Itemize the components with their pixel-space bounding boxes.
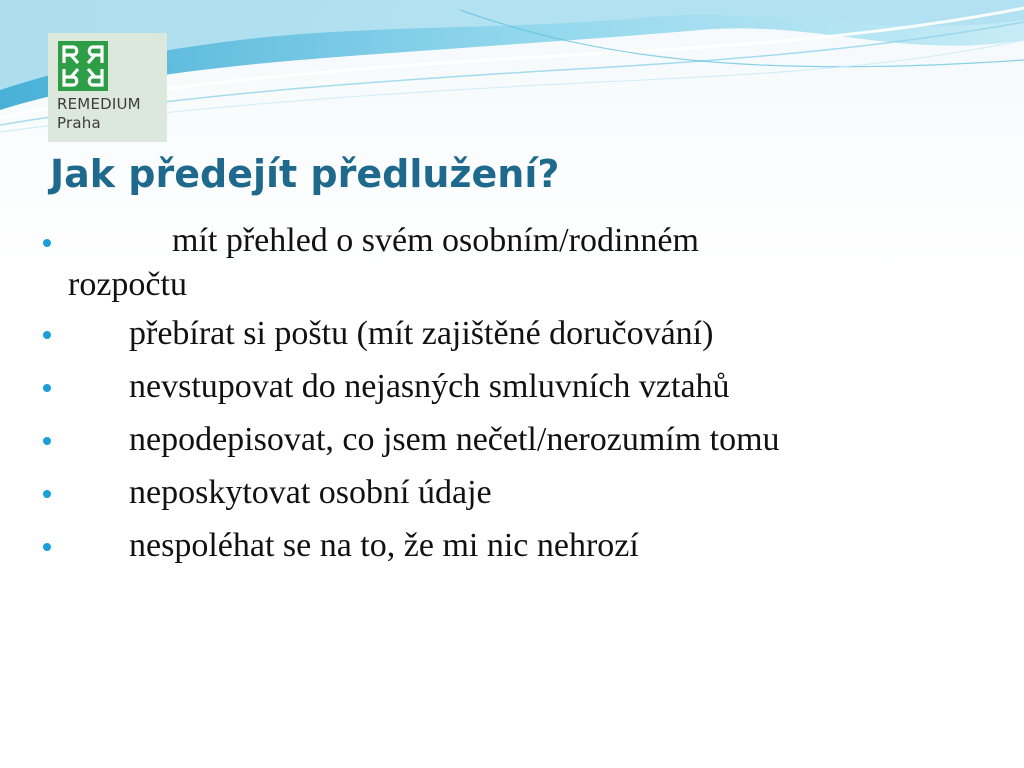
bullet-text: přebírat si poštu (mít zajištěné doručování) — [129, 315, 714, 352]
logo-line-1: REMEDIUM — [57, 95, 141, 113]
bullet-text: nespoléhat se na to, že mi nic nehrozí — [129, 527, 639, 564]
bullet-text: neposkytovat osobní údaje — [129, 474, 492, 511]
bullet-text-continuation: rozpočtu — [68, 266, 187, 303]
bullet-dot-icon — [43, 239, 51, 247]
bullet-text: mít přehled o svém osobním/rodinném — [172, 222, 699, 259]
bullet-dot-icon — [43, 331, 51, 339]
bullet-dot-icon — [43, 490, 51, 498]
bullet-text: nepodepisovat, co jsem nečetl/nerozumím tomu — [129, 421, 780, 458]
logo-wordmark — [57, 95, 141, 133]
bullet-dot-icon — [43, 437, 51, 445]
remedium-logo-mark-icon — [58, 41, 108, 91]
bullet-dot-icon — [43, 543, 51, 551]
logo-line-2: Praha — [57, 114, 101, 132]
slide-title: Jak předejít předlužení? — [50, 152, 560, 196]
bullet-text: nevstupovat do nejasných smluvních vztahů — [129, 368, 730, 405]
bullet-dot-icon — [43, 384, 51, 392]
remedium-logo — [48, 33, 167, 142]
